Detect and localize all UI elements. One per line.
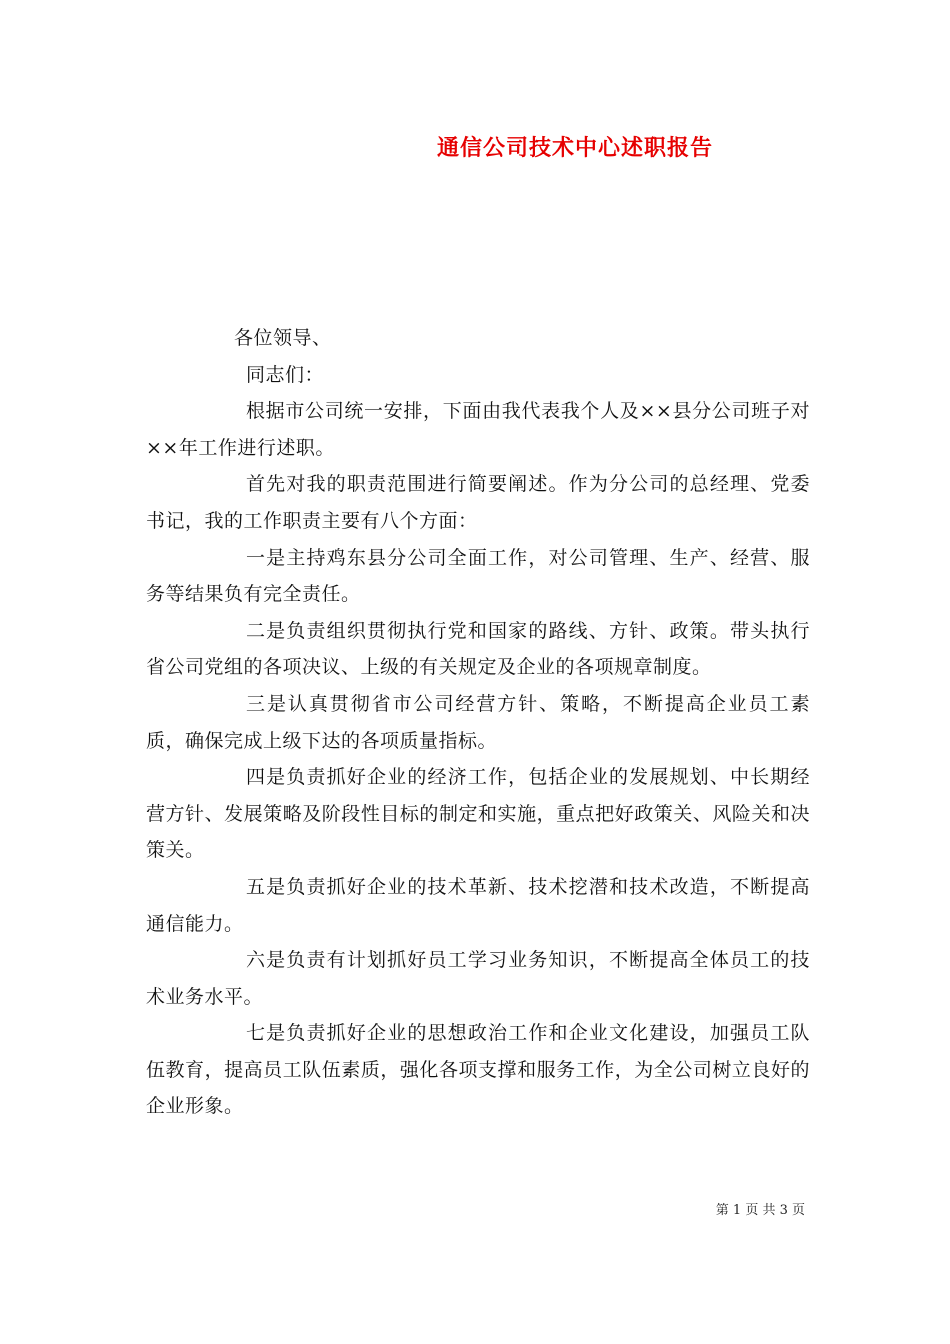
paragraph: 首先对我的职责范围进行简要阐述。作为分公司的总经理、党委书记，我的工作职责主要有八个方面： — [146, 473, 810, 532]
document-title: 通信公司技术中心述职报告 — [436, 135, 713, 161]
paragraph: 六是负责有计划抓好员工学习业务知识，不断提高全体员工的技术业务水平。 — [146, 949, 810, 1008]
paragraph: 根据市公司统一安排，下面由我代表我个人及××县分公司班子对××年工作进行述职。 — [146, 400, 810, 459]
page-number-footer — [500, 1201, 805, 1221]
paragraph: 五是负责抓好企业的技术革新、技术挖潜和技术改造，不断提高通信能力。 — [146, 875, 810, 935]
paragraph: 一是主持鸡东县分公司全面工作，对公司管理、生产、经营、服务等结果负有完全责任。 — [146, 546, 810, 606]
paragraph: 三是认真贯彻省市公司经营方针、策略，不断提高企业员工素质，确保完成上级下达的各项质量指标。 — [146, 692, 810, 752]
paragraph: 四是负责抓好企业的经济工作，包括企业的发展规划、中长期经营方针、发展策略及阶段性目标的制定和实施，重点把好政策关、风险关和决策关。 — [146, 766, 810, 862]
document-body — [146, 320, 810, 1125]
salutation-line-2: 同志们： — [246, 363, 325, 386]
paragraph: 七是负责抓好企业的思想政治工作和企业文化建设，加强员工队伍教育，提高员工队伍素质，强化各项支撑和服务工作，为全公司树立良好的企业形象。 — [146, 1022, 810, 1118]
page-number-label: 第 1 页 共 3 页 — [715, 1203, 805, 1218]
salutation-line-1: 各位领导、 — [234, 327, 332, 349]
paragraph: 二是负责组织贯彻执行党和国家的路线、方针、政策。带头执行省公司党组的各项决议、上级的有关规定及企业的各项规章制度。 — [146, 619, 810, 679]
